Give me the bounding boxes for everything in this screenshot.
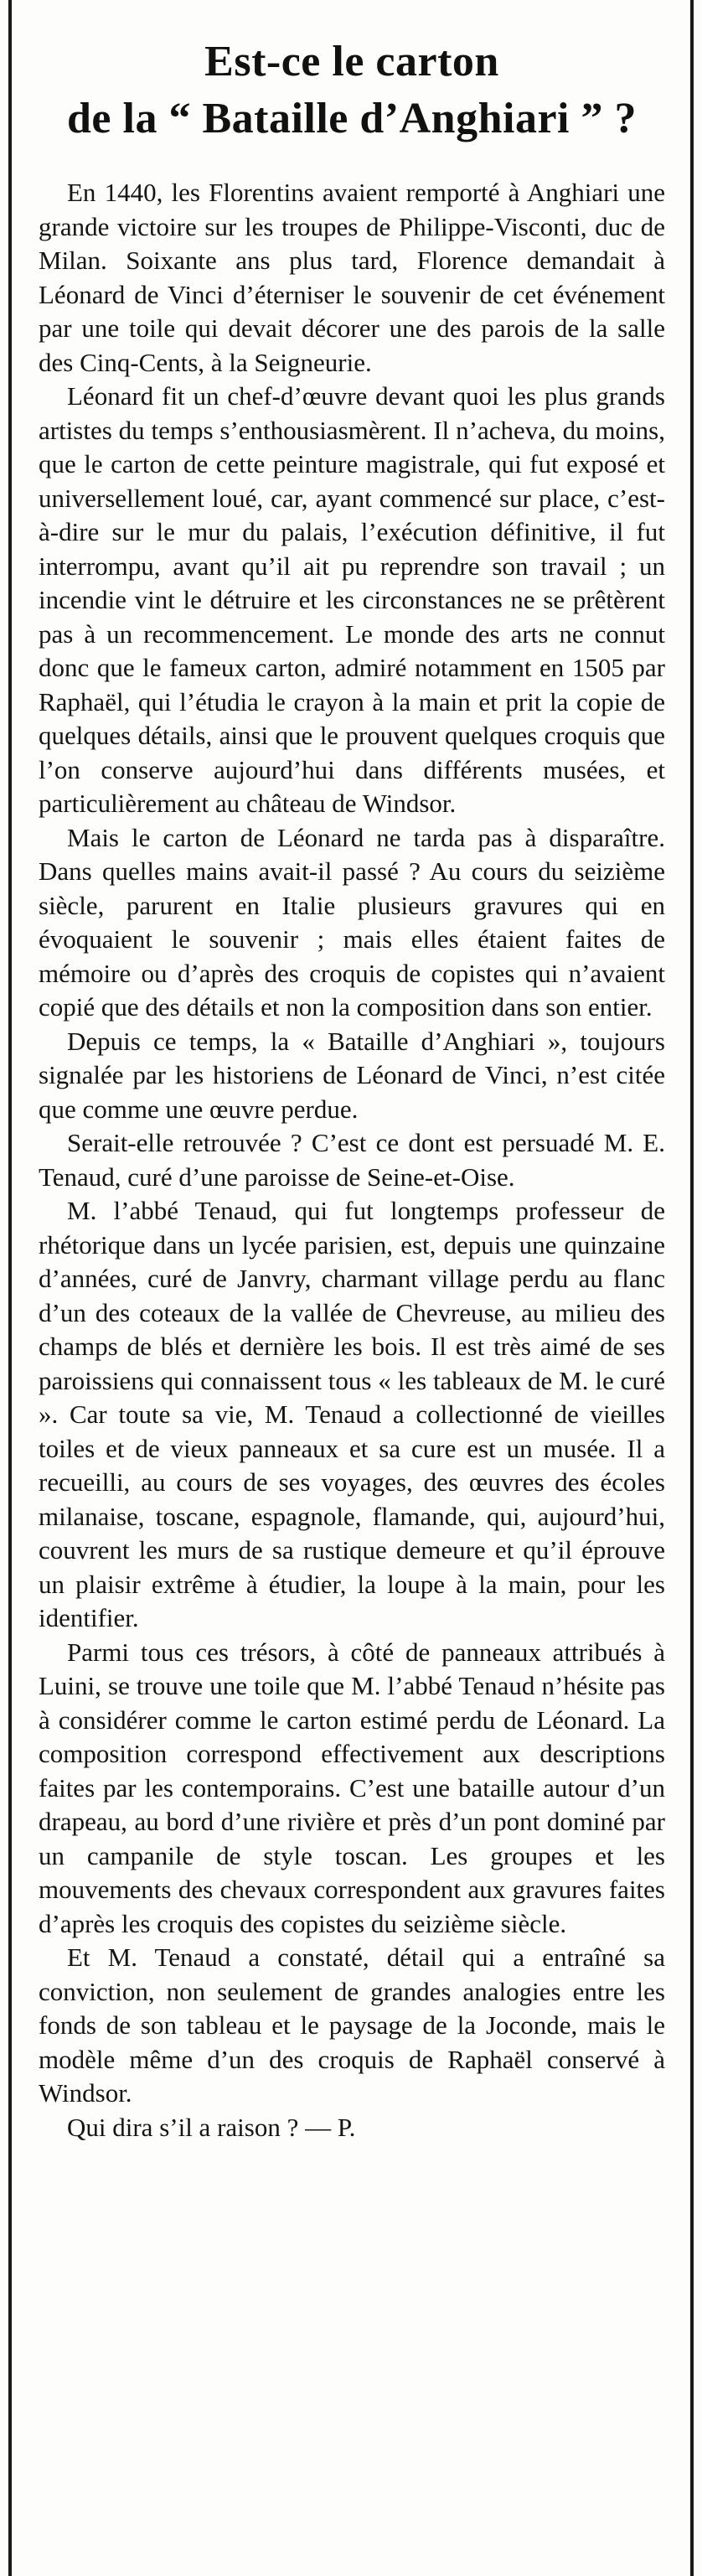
article-signoff: Qui dira s’il a raison ? — P. xyxy=(67,2112,356,2142)
column-rule-right xyxy=(690,0,694,2576)
title-line-2: de la “ Bataille d’Anghiari ” ? xyxy=(67,95,637,142)
paragraph-1: En 1440, les Florentins avaient remporté à Anghiari une grande victoire sur les troupes de Philippe-Visconti, duc de Milan. Soixante ans plus tard, Florence demandait à Léonard de Vinci d’éterniser le souvenir de cet événement par une toile qui devait décorer une des parois de la salle des Cinq-Cents, à la Seigneurie. xyxy=(39,178,665,377)
article-body xyxy=(39,176,665,2144)
paragraph-6: M. l’abbé Tenaud, qui fut longtemps professeur de rhétorique dans un lycée parisien, est, depuis une quinzaine d’années, curé de Janvry, charmant village perdu au flanc d’un des coteaux de la vallée de Chevreuse, au milieu des champs de blés et dernière les bois. Il est très aimé de ses paroissiens qui connaissent tous « les tableaux de M. le curé ». Car toute sa vie, M. Tenaud a collectionné de vieilles toiles et de vieux panneaux et sa cure est un musée. Il a recueilli, au cours de ses voyages, des œuvres des écoles milanaise, toscane, espagnole, flamande, qui, aujourd’hui, couvrent les murs de sa rustique demeure et qu’il éprouve un plaisir extrême à étudier, la loupe à la main, pour les identifier. xyxy=(39,1196,665,1632)
paragraph-8: Et M. Tenaud a constaté, détail qui a entraîné sa conviction, non seulement de grandes analogies entre les fonds de son tableau et le paysage de la Joconde, mais le modèle même d’un des croquis de Raphaël conservé à Windsor. xyxy=(39,1942,665,2108)
paragraph-3: Mais le carton de Léonard ne tarda pas à disparaître. Dans quelles mains avait-il passé ? Au cours du seizième siècle, parurent en Italie plusieurs gravures qui en évoquaient le souvenir ; mais elles étaient faites de mémoire ou d’après des croquis de copistes qui n’avaient copié que des détails et non la composition dans son entier. xyxy=(39,822,665,1022)
article-title xyxy=(39,34,665,147)
paragraph-2: Léonard fit un chef-d’œuvre devant quoi les plus grands artistes du temps s’enthousiasmèrent. Il n’acheva, du moins, que le carton de cette peinture magistrale, qui fut exposé et universellement loué, car, ayant commencé sur place, c’est-à-dire sur le mur du palais, l’exécution définitive, il fut interrompu, avant qu’il ait pu reprendre son travail ; un incendie vint le détruire et les circonstances ne se prêtèrent pas à un recommencement. Le monde des arts ne connut donc que le fameux carton, admiré notamment en 1505 par Raphaël, qui l’étudia le crayon à la main et prit la copie de quelques détails, ainsi que le prouvent quelques croquis que l’on conserve aujourd’hui dans différents musées, et particulièrement au château de Windsor. xyxy=(39,381,665,818)
paragraph-5: Serait-elle retrouvée ? C’est ce dont est persuadé M. E. Tenaud, curé d’une paroisse de Seine-et-Oise. xyxy=(39,1128,665,1192)
column-rule-left xyxy=(8,0,12,2576)
title-line-1: Est-ce le carton xyxy=(204,38,499,85)
paragraph-7: Parmi tous ces trésors, à côté de panneaux attribués à Luini, se trouve une toile que M. l’abbé Tenaud n’hésite pas à considérer comme le carton estimé perdu de Léonard. La composition correspond effectivement aux descriptions faites par les contemporains. C’est une bataille autour d’un drapeau, au bord d’une rivière et près d’un pont dominé par un campanile de style toscan. Les groupes et les mouvements des chevaux correspondent aux gravures faites d’après les croquis des copistes du seizième siècle. xyxy=(39,1637,665,1938)
paragraph-4: Depuis ce temps, la « Bataille d’Anghiari », toujours signalée par les historiens de Léonard de Vinci, n’est citée que comme une œuvre perdue. xyxy=(39,1026,665,1124)
article-column xyxy=(39,34,665,2144)
